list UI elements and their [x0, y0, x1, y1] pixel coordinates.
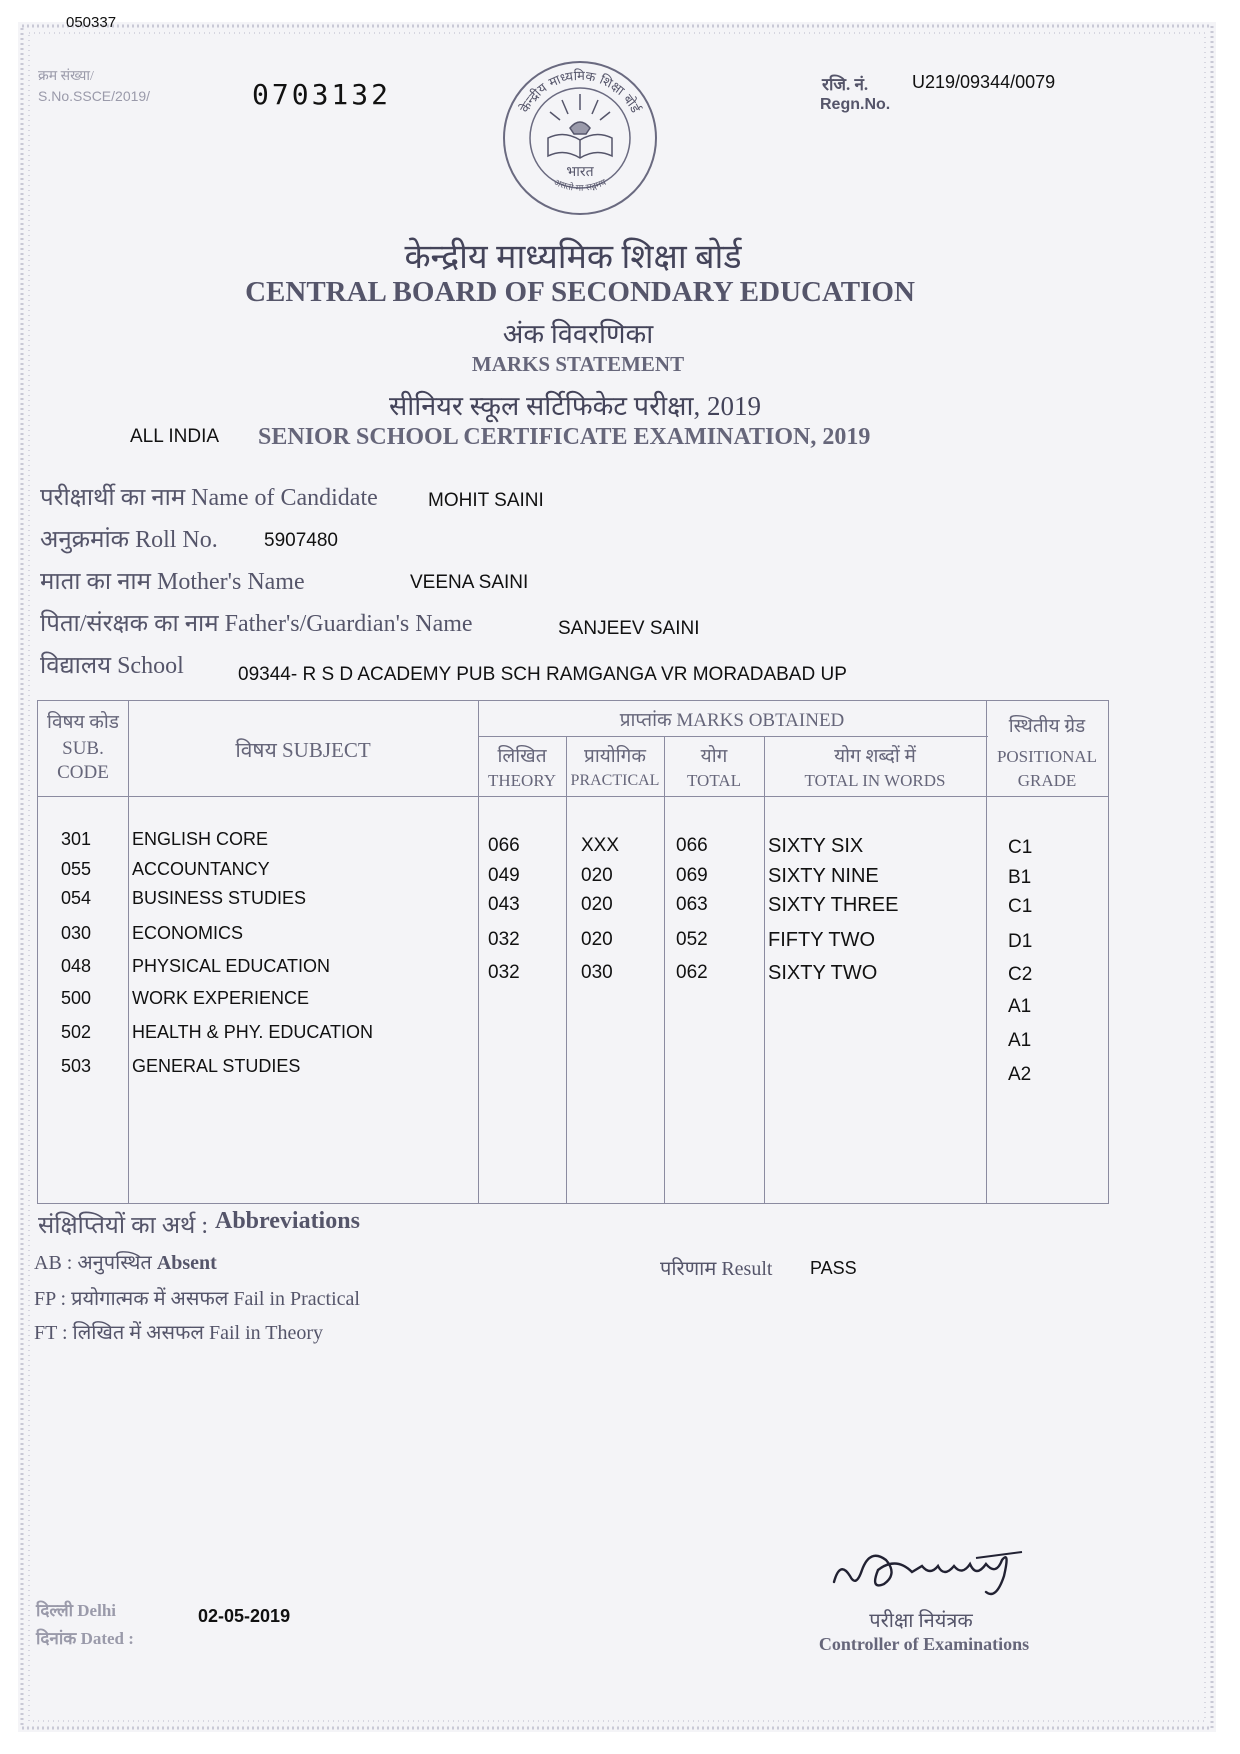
header-grade-hi: स्थितीय ग्रेड	[1008, 716, 1086, 737]
cell-subject: WORK EXPERIENCE	[132, 988, 310, 1008]
cell-code: 503	[61, 1056, 92, 1076]
cell-code: 048	[61, 956, 92, 976]
cell-subject: ENGLISH CORE	[132, 829, 269, 849]
cell-total: 069	[676, 865, 708, 886]
controller-signature	[826, 1530, 1046, 1610]
date-label: दिनांक Dated :	[36, 1629, 134, 1648]
header-words-hi: योग शब्दों में	[834, 746, 916, 767]
cell-total-words: SIXTY THREE	[768, 894, 899, 916]
abbreviation-item	[34, 1284, 360, 1311]
cell-grade: C1	[1008, 896, 1033, 917]
cell-code: 030	[61, 923, 92, 943]
mother-name: VEENA SAINI	[410, 572, 529, 593]
exam-title-hi: सीनियर स्कूल सर्टिफिकेट परीक्षा, 2019	[389, 391, 761, 421]
abbreviation-code: AB :	[34, 1252, 73, 1274]
header-total-en: TOTAL	[686, 771, 742, 790]
cell-total: 066	[676, 835, 708, 856]
board-name-hi: केन्द्रीय माध्यमिक शिक्षा बोर्ड	[404, 239, 742, 276]
cell-grade: C1	[1008, 837, 1033, 858]
abbreviations-title-hi: संक्षिप्तियों का अर्थ :	[38, 1213, 209, 1239]
issue-date: 02-05-2019	[198, 1606, 291, 1626]
region-label: ALL INDIA	[130, 426, 220, 447]
cell-practical: 020	[581, 894, 613, 915]
cell-code: 054	[61, 888, 92, 908]
header-practical-hi: प्रायोगिक	[584, 746, 646, 767]
header-grade-en2: GRADE	[1017, 771, 1077, 790]
serial-number: 0703132	[252, 78, 392, 111]
header-subject: विषय SUBJECT	[235, 738, 371, 762]
cell-total-words: SIXTY SIX	[768, 835, 864, 857]
emblem-motto: असतो मा सद्गमय	[552, 177, 609, 194]
father-name: SANJEEV SAINI	[558, 618, 700, 639]
abbreviation-hindi: अनुपस्थित	[77, 1252, 152, 1274]
cell-total: 062	[676, 962, 708, 983]
regn-number: U219/09344/0079	[912, 72, 1056, 92]
serial-label-hi: क्रम संख्या/	[38, 69, 94, 84]
cell-practical: XXX	[581, 835, 620, 856]
candidate-name: MOHIT SAINI	[428, 490, 544, 511]
abbreviation-english: Absent	[156, 1252, 217, 1274]
cell-theory: 032	[488, 962, 520, 983]
abbreviation-hindi: लिखित में असफल	[72, 1322, 204, 1344]
cell-total: 052	[676, 929, 708, 950]
header-theory-hi: लिखित	[497, 746, 547, 767]
cell-code: 500	[61, 988, 92, 1008]
abbreviation-item	[34, 1318, 323, 1345]
cell-practical: 020	[581, 929, 613, 950]
cell-grade: D1	[1008, 931, 1033, 952]
abbreviation-hindi: प्रयोगात्मक में असफल	[71, 1288, 229, 1310]
father-name-label: पिता/संरक्षक का नाम Father's/Guardian's Name	[40, 611, 473, 637]
roll-number: 5907480	[264, 530, 338, 551]
abbreviation-english: Fail in Theory	[208, 1322, 324, 1344]
cell-total: 063	[676, 894, 708, 915]
cell-grade: A1	[1008, 996, 1032, 1017]
header-code-en1: SUB.	[62, 738, 104, 759]
exam-title-en: SENIOR SCHOOL CERTIFICATE EXAMINATION, 2019	[258, 424, 871, 450]
header-words-en: TOTAL IN WORDS	[804, 771, 946, 790]
cell-grade: B1	[1008, 867, 1032, 888]
cbse-emblem	[500, 58, 660, 218]
school-label: विद्यालय School	[40, 653, 184, 679]
emblem-top-text: केन्द्रीय माध्यमिक शिक्षा बोर्ड	[517, 68, 643, 116]
cell-total-words: SIXTY NINE	[768, 865, 879, 887]
cell-subject: ACCOUNTANCY	[132, 859, 270, 879]
abbreviations-title-en: Abbreviations	[215, 1208, 360, 1234]
cell-total-words: SIXTY TWO	[768, 962, 878, 984]
place-label: दिल्ली Delhi	[36, 1601, 116, 1620]
abbreviation-code: FP :	[34, 1288, 67, 1310]
cell-subject: ECONOMICS	[132, 923, 244, 943]
abbreviation-item	[34, 1248, 217, 1275]
cell-subject: PHYSICAL EDUCATION	[132, 956, 331, 976]
school-name: 09344- R S D ACADEMY PUB SCH RAMGANGA VR MORADABAD UP	[238, 664, 847, 685]
header-practical-en: PRACTICAL	[570, 772, 660, 789]
result-label: परिणाम Result	[660, 1258, 773, 1280]
abbreviation-code: FT :	[34, 1322, 68, 1344]
roll-label: अनुक्रमांक Roll No.	[40, 527, 218, 553]
cell-code: 301	[61, 829, 92, 849]
emblem-center-text: भारत	[566, 164, 594, 180]
controller-title-hi: परीक्षा नियंत्रक	[869, 1610, 973, 1632]
document-id: 050337	[66, 14, 117, 31]
cell-theory: 032	[488, 929, 520, 950]
header-grade-en1: POSITIONAL	[996, 747, 1098, 766]
cell-practical: 030	[581, 962, 613, 983]
cell-subject: HEALTH & PHY. EDUCATION	[132, 1022, 374, 1042]
regn-label-en: Regn.No.	[820, 96, 891, 113]
abbreviation-english: Fail in Practical	[233, 1288, 360, 1310]
candidate-name-label: परीक्षार्थी का नाम Name of Candidate	[40, 485, 378, 511]
cell-grade: C2	[1008, 964, 1033, 985]
cell-total-words: FIFTY TWO	[768, 929, 876, 951]
marks-table	[37, 700, 1109, 1204]
controller-title-en: Controller of Examinations	[818, 1634, 1030, 1654]
board-name-en: CENTRAL BOARD OF SECONDARY EDUCATION	[245, 276, 915, 308]
serial-label-en: S.No.SSCE/2019/	[38, 88, 151, 104]
statement-title-en: MARKS STATEMENT	[471, 352, 685, 376]
header-code-hi: विषय कोड	[47, 712, 119, 733]
header-code-en2: CODE	[57, 762, 109, 783]
cell-theory: 043	[488, 894, 520, 915]
header-marks-obtained: प्राप्तांक MARKS OBTAINED	[619, 710, 845, 731]
cell-theory: 066	[488, 835, 520, 856]
cell-subject: GENERAL STUDIES	[132, 1056, 301, 1076]
cell-grade: A2	[1008, 1064, 1032, 1085]
header-theory-en: THEORY	[488, 771, 556, 790]
cell-practical: 020	[581, 865, 613, 886]
result-value: PASS	[810, 1258, 857, 1278]
statement-title-hi: अंक विवरणिका	[502, 319, 654, 349]
mother-name-label: माता का नाम Mother's Name	[40, 569, 305, 595]
cell-subject: BUSINESS STUDIES	[132, 888, 307, 908]
header-total-hi: योग	[700, 746, 728, 767]
regn-label-hi: रजि. नं.	[822, 75, 869, 94]
cell-code: 055	[61, 859, 92, 879]
cell-code: 502	[61, 1022, 92, 1042]
cell-grade: A1	[1008, 1030, 1032, 1051]
cell-theory: 049	[488, 865, 520, 886]
